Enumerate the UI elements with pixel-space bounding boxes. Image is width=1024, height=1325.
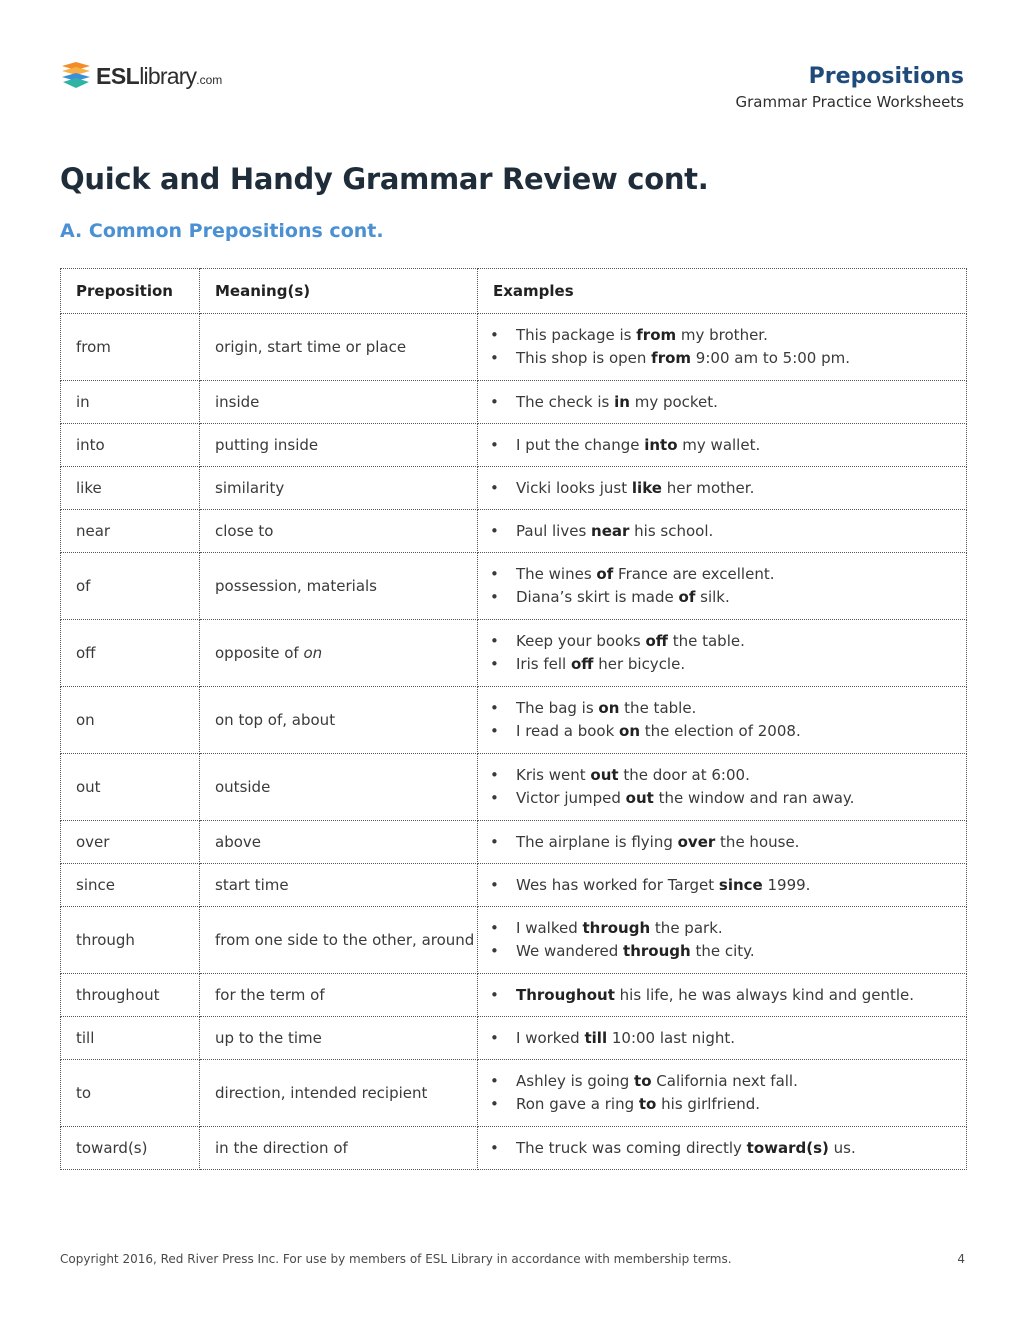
preposition-cell: like [61, 467, 200, 510]
table-row [61, 974, 967, 1017]
example-preposition: on [619, 722, 641, 740]
table-row [61, 381, 967, 424]
example-preposition: to [634, 1072, 652, 1090]
examples-cell [478, 1017, 967, 1060]
example-text-after: France are excellent. [613, 565, 775, 583]
example-text-before: The check is [516, 392, 615, 411]
examples-cell [478, 553, 967, 620]
example-preposition: of [596, 565, 614, 583]
example-item [488, 787, 966, 810]
meaning-text: on top of, about [215, 710, 336, 729]
preposition-cell: near [61, 510, 200, 553]
example-item [488, 1070, 966, 1093]
bullet-icon: • [490, 1072, 499, 1090]
example-text-before: Victor jumped [516, 789, 626, 807]
example-item [488, 391, 966, 414]
examples-list [488, 324, 966, 370]
meaning-text: close to [215, 521, 274, 540]
bullet-icon: • [490, 766, 499, 784]
example-preposition: near [591, 521, 630, 540]
meaning-text: from one side to the other, around [215, 930, 475, 949]
example-text-before: We wandered [516, 942, 624, 960]
page-title: Quick and Handy Grammar Review cont. [60, 162, 709, 196]
example-text-after: the park. [650, 919, 723, 937]
meaning-cell [200, 1017, 478, 1060]
meaning-cell [200, 467, 478, 510]
example-text-after: the city. [690, 942, 755, 960]
meaning-cell [200, 381, 478, 424]
examples-list [488, 1070, 966, 1116]
table-row [61, 754, 967, 821]
meaning-text: outside [215, 777, 271, 796]
logo-brand-light: library [139, 62, 197, 89]
meaning-cell [200, 510, 478, 553]
example-preposition: into [644, 435, 678, 454]
table-row [61, 1127, 967, 1170]
examples-list [488, 563, 966, 609]
example-preposition: over [677, 832, 716, 851]
bullet-icon: • [490, 722, 499, 740]
bullet-icon: • [490, 632, 499, 650]
meaning-text: up to the time [215, 1028, 322, 1047]
logo-brand-suffix: .com [196, 72, 223, 87]
example-item [488, 720, 966, 743]
example-text-before: Iris fell [516, 655, 571, 673]
example-text-before: I put the change [516, 435, 645, 454]
example-text-after: his school. [629, 521, 714, 540]
meaning-cell [200, 687, 478, 754]
example-item [488, 874, 966, 897]
preposition-cell: from [61, 314, 200, 381]
table-row [61, 1017, 967, 1060]
worksheet-subtitle: Grammar Practice Worksheets [735, 93, 964, 111]
meaning-cell [200, 1127, 478, 1170]
table-row [61, 510, 967, 553]
table-row [61, 821, 967, 864]
prepositions-table [60, 268, 967, 1170]
example-preposition: off [645, 632, 668, 650]
bullet-icon: • [490, 1028, 499, 1047]
example-preposition: on [598, 699, 620, 717]
meaning-text: direction, intended recipient [215, 1083, 428, 1102]
table-row [61, 1060, 967, 1127]
meaning-cell [200, 620, 478, 687]
preposition-cell: till [61, 1017, 200, 1060]
header-preposition: Preposition [61, 269, 200, 314]
examples-list [488, 391, 966, 414]
meaning-text: opposite of [215, 643, 304, 662]
preposition-cell: into [61, 424, 200, 467]
example-preposition: from [651, 349, 692, 367]
preposition-cell: out [61, 754, 200, 821]
example-preposition: toward(s) [746, 1138, 829, 1157]
meaning-text: putting inside [215, 435, 319, 454]
example-item [488, 653, 966, 676]
example-text-before: This package is [516, 326, 637, 344]
bullet-icon: • [490, 349, 499, 367]
example-text-before: Ashley is going [516, 1072, 635, 1090]
example-text-before: Diana’s skirt is made [516, 588, 679, 606]
example-text-after: 9:00 am to 5:00 pm. [691, 349, 851, 367]
examples-list [488, 917, 966, 963]
example-text-before: The airplane is flying [516, 832, 678, 851]
examples-list [488, 764, 966, 810]
example-text-after: the table. [667, 632, 745, 650]
examples-cell [478, 821, 967, 864]
examples-cell [478, 1127, 967, 1170]
examples-cell [478, 687, 967, 754]
meaning-text: origin, start time or place [215, 337, 407, 356]
example-text-before: Kris went [516, 766, 591, 784]
examples-cell [478, 1060, 967, 1127]
example-text-before: This shop is open [516, 349, 652, 367]
example-text-before: Ron gave a ring [516, 1095, 639, 1113]
example-text-after: the house. [715, 832, 800, 851]
meaning-text: above [215, 832, 261, 851]
example-item [488, 1027, 966, 1050]
examples-cell [478, 381, 967, 424]
meaning-cell [200, 553, 478, 620]
preposition-cell: to [61, 1060, 200, 1127]
meaning-cell [200, 907, 478, 974]
examples-cell [478, 974, 967, 1017]
meaning-text: similarity [215, 478, 285, 497]
bullet-icon: • [490, 326, 499, 344]
examples-list [488, 984, 966, 1007]
examples-cell [478, 907, 967, 974]
example-item [488, 697, 966, 720]
example-text-before: Keep your books [516, 632, 646, 650]
examples-list [488, 520, 966, 543]
examples-list [488, 831, 966, 854]
example-preposition: since [718, 875, 763, 894]
bullet-icon: • [490, 1138, 499, 1157]
table-row [61, 467, 967, 510]
example-preposition: through [623, 942, 691, 960]
example-item [488, 324, 966, 347]
meaning-text: start time [215, 875, 289, 894]
example-preposition: through [582, 919, 651, 937]
preposition-cell: of [61, 553, 200, 620]
preposition-cell: on [61, 687, 200, 754]
bullet-icon: • [490, 832, 499, 851]
page-number: 4 [957, 1252, 965, 1266]
example-preposition: like [631, 478, 662, 497]
bullet-icon: • [490, 985, 499, 1004]
examples-list [488, 477, 966, 500]
bullet-icon: • [490, 435, 499, 454]
esl-library-logo [60, 60, 222, 92]
book-stack-icon [60, 61, 92, 91]
example-item [488, 630, 966, 653]
example-item [488, 520, 966, 543]
page-footer [60, 1252, 965, 1266]
example-text-after: her mother. [661, 478, 755, 497]
meaning-italic: on [303, 643, 323, 662]
example-item [488, 764, 966, 787]
examples-list [488, 874, 966, 897]
examples-cell [478, 510, 967, 553]
example-item [488, 347, 966, 370]
table-row [61, 864, 967, 907]
table-body [61, 314, 967, 1170]
table-row [61, 907, 967, 974]
meaning-cell [200, 864, 478, 907]
example-item [488, 831, 966, 854]
worksheet-title: Prepositions [808, 64, 964, 89]
preposition-cell: over [61, 821, 200, 864]
example-preposition: out [625, 789, 654, 807]
table-row [61, 620, 967, 687]
bullet-icon: • [490, 699, 499, 717]
example-text-after: my brother. [676, 326, 768, 344]
preposition-cell: since [61, 864, 200, 907]
examples-list [488, 434, 966, 457]
bullet-icon: • [490, 942, 499, 960]
examples-list [488, 1027, 966, 1050]
meaning-text: possession, materials [215, 576, 377, 595]
example-preposition: in [614, 392, 630, 411]
example-text-after: my pocket. [629, 392, 718, 411]
example-preposition: out [590, 766, 619, 784]
meaning-text: for the term of [215, 985, 325, 1004]
example-text-before: Paul lives [516, 521, 592, 540]
preposition-cell: in [61, 381, 200, 424]
example-text-after: her bicycle. [593, 655, 686, 673]
example-text-before: I walked [516, 919, 583, 937]
meaning-text: in the direction of [215, 1138, 348, 1157]
example-item [488, 917, 966, 940]
example-text-after: the election of 2008. [640, 722, 801, 740]
examples-list [488, 630, 966, 676]
bullet-icon: • [490, 789, 499, 807]
example-text-before: I read a book [516, 722, 620, 740]
meaning-cell [200, 754, 478, 821]
example-preposition: of [678, 588, 696, 606]
example-text-before: The bag is [516, 699, 599, 717]
example-text-after: the door at 6:00. [618, 766, 750, 784]
example-text-before: I worked [516, 1028, 585, 1047]
examples-cell [478, 754, 967, 821]
example-preposition: off [570, 655, 594, 673]
meaning-cell [200, 821, 478, 864]
logo-brand-bold: ESL [96, 62, 140, 89]
example-preposition: to [638, 1095, 657, 1113]
preposition-cell: through [61, 907, 200, 974]
worksheet-header [736, 63, 964, 113]
example-preposition: Throughout [516, 985, 615, 1004]
example-preposition: till [584, 1028, 608, 1047]
example-item [488, 477, 966, 500]
example-item [488, 563, 966, 586]
example-text-before: Wes has worked for Target [516, 875, 719, 894]
meaning-cell [200, 424, 478, 467]
example-item [488, 1093, 966, 1116]
example-text-before: The truck was coming directly [516, 1138, 747, 1157]
example-text-after: the table. [619, 699, 697, 717]
example-text-after: my wallet. [677, 435, 761, 454]
meaning-cell [200, 314, 478, 381]
examples-cell [478, 424, 967, 467]
bullet-icon: • [490, 875, 499, 894]
header-meanings: Meaning(s) [200, 269, 478, 314]
examples-cell [478, 620, 967, 687]
meaning-cell [200, 1060, 478, 1127]
table-row [61, 687, 967, 754]
example-text-after: his girlfriend. [656, 1095, 761, 1113]
example-text-before: The wines [516, 565, 597, 583]
meaning-cell [200, 974, 478, 1017]
bullet-icon: • [490, 478, 499, 497]
example-text-after: 1999. [762, 875, 811, 894]
example-item [488, 586, 966, 609]
table-row [61, 553, 967, 620]
examples-list [488, 697, 966, 743]
example-text-after: his life, he was always kind and gentle. [614, 985, 915, 1004]
bullet-icon: • [490, 588, 499, 606]
example-text-after: the window and ran away. [653, 789, 855, 807]
bullet-icon: • [490, 655, 499, 673]
header-examples: Examples [478, 269, 967, 314]
table-header-row [61, 269, 967, 314]
example-text-before: Vicki looks just [516, 478, 632, 497]
examples-cell [478, 864, 967, 907]
example-item [488, 1137, 966, 1160]
section-title: A. Common Prepositions cont. [60, 220, 384, 242]
bullet-icon: • [490, 521, 499, 540]
bullet-icon: • [490, 1095, 499, 1113]
examples-list [488, 1137, 966, 1160]
example-text-after: 10:00 last night. [607, 1028, 736, 1047]
preposition-cell: toward(s) [61, 1127, 200, 1170]
table-row [61, 314, 967, 381]
bullet-icon: • [490, 919, 499, 937]
example-item [488, 984, 966, 1007]
examples-cell [478, 314, 967, 381]
example-text-after: silk. [695, 588, 730, 606]
copyright-text: Copyright 2016, Red River Press Inc. For use by members of ESL Library in accordance with membership terms. [60, 1252, 732, 1266]
examples-cell [478, 467, 967, 510]
bullet-icon: • [490, 392, 499, 411]
preposition-cell: throughout [61, 974, 200, 1017]
bullet-icon: • [490, 565, 499, 583]
preposition-cell: off [61, 620, 200, 687]
example-item [488, 940, 966, 963]
example-item [488, 434, 966, 457]
meaning-text: inside [215, 392, 260, 411]
example-text-after: us. [828, 1138, 856, 1157]
example-preposition: from [636, 326, 677, 344]
example-text-after: California next fall. [651, 1072, 798, 1090]
table-row [61, 424, 967, 467]
